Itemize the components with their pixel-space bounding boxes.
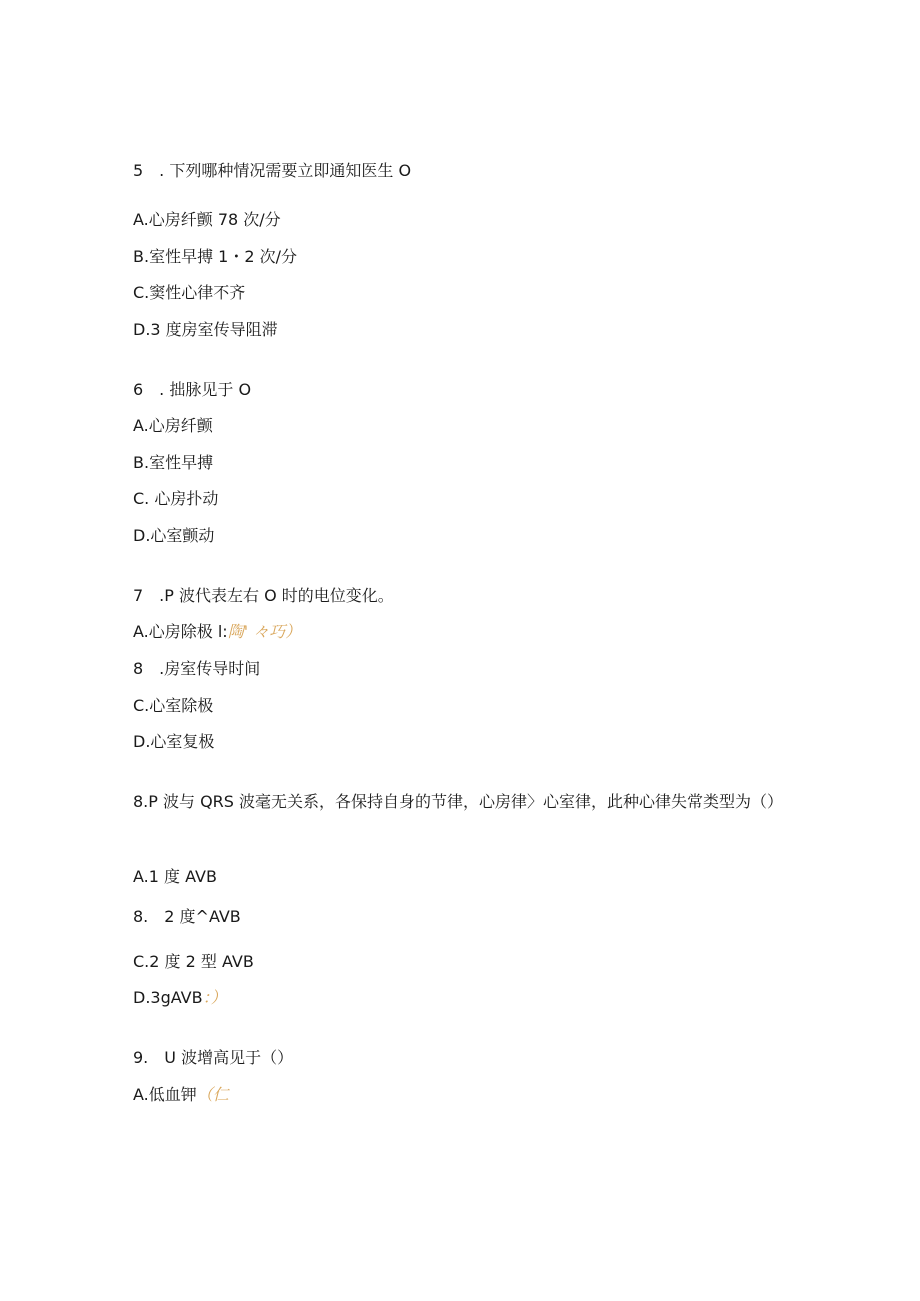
question-7-option-a [133,622,301,642]
question-9-option-a-text: A.低血钾 [133,1085,197,1104]
handwritten-annotation: 陶' 々巧） [227,622,302,641]
question-9-stem: 9. U 波增高见于（） [133,1048,294,1067]
question-5-option-a: A.心房纤颤 78 次/分 [133,210,281,229]
question-7-stem: 7 .P 波代表左右 O 时的电位变化。 [133,586,394,605]
question-8-option-b: 8. 2 度^AVB [133,907,241,926]
question-8-option-d-text: D.3gAVB [133,988,203,1007]
question-6-option-d: D.心室颤动 [133,526,215,545]
question-5-option-c: C.窦性心律不齐 [133,283,246,302]
question-6-option-c: C. 心房扑动 [133,489,219,508]
question-7-option-a-text: A.心房除极 l: [133,622,228,641]
handwritten-annotation: ：） [202,988,227,1007]
question-8-option-a: A.1 度 AVB [133,867,217,886]
handwritten-annotation: （仁 [196,1085,229,1104]
question-6-option-b: B.室性早搏 [133,453,214,472]
question-8-option-c: C.2 度 2 型 AVB [133,952,254,971]
question-8-stem: 8.P 波与 QRS 波毫无关系，各保持自身的节律，心房律〉心室律，此种心律失常类型为（） [133,792,784,811]
question-7-option-b: 8 .房室传导时间 [133,659,261,678]
question-9-option-a [133,1085,229,1105]
question-5-option-b: B.室性早搏 1・2 次/分 [133,247,297,266]
question-7-option-c: C.心室除极 [133,696,214,715]
question-7-option-d: D.心室复极 [133,732,215,751]
question-6-stem: 6 . 拙脉见于 O [133,380,252,399]
question-5-stem: 5 . 下列哪种情况需要立即通知医生 O [133,161,412,180]
question-8-option-d [133,988,227,1008]
question-5-option-d: D.3 度房室传导阻滞 [133,320,278,339]
question-6-option-a: A.心房纤颤 [133,416,213,435]
